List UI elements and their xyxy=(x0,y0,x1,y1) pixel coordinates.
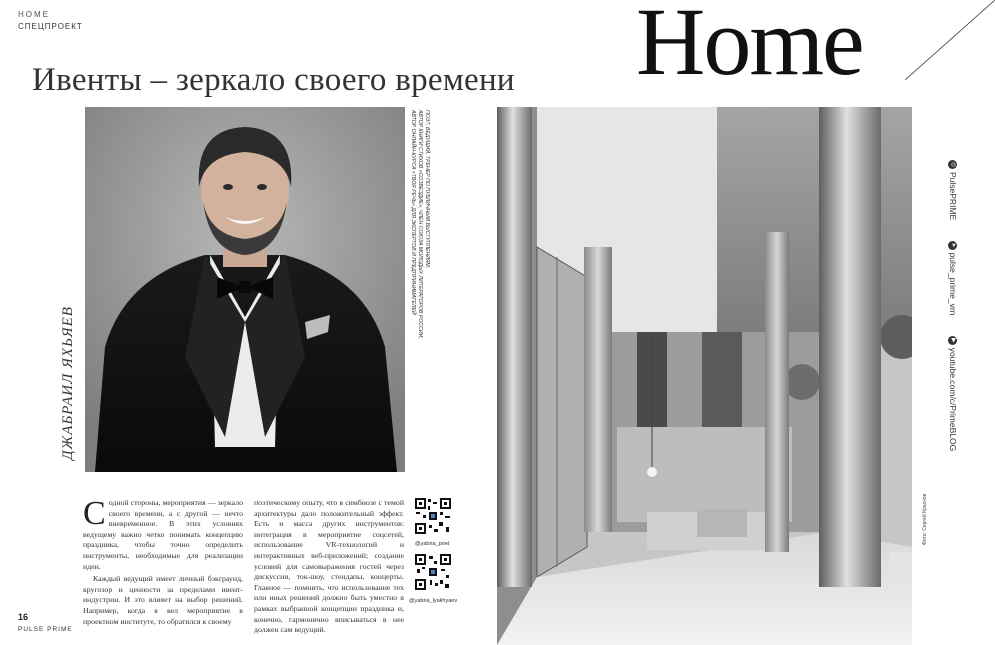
body-column-2 xyxy=(254,498,404,638)
qr-label: @yabria_poet xyxy=(415,541,450,547)
body-paragraph: поэтическому опыту, что в симбиозе с темой архитектуры дало положительный эффект. Есть и масса других инструментов: интеграция в мероприятие соцсетей, использование VR-технологий и интерактивных веб-приложений; создание условий для самовыражения гостей через дискуссии, ток-шоу, стендапы, концерты. Главное — помнить, что использование тех или иных решений должно быть уместно в рамках выбранной концепции праздника и, конечно, гармонично вписываться в нее должен сам ведущий. xyxy=(254,498,404,635)
subsection-label: СПЕЦПРОЕКТ xyxy=(18,22,83,31)
instagram-icon: ◎ xyxy=(949,161,956,168)
article-headline: Ивенты – зеркало своего времени xyxy=(32,62,515,98)
social-handle: youtube.com/c/PrimeBLOG xyxy=(948,347,958,452)
social-instagram[interactable] xyxy=(948,160,958,220)
diagonal-line xyxy=(905,0,995,80)
qr-label: @yabria_lyakhyaev xyxy=(409,598,458,604)
dropcap: С xyxy=(83,495,106,532)
interior-photo xyxy=(497,107,912,645)
magazine-brand: PULSE PRIME xyxy=(18,626,73,633)
portrait-caption xyxy=(409,110,430,410)
photo-credit: Фото: Сергей Краснов xyxy=(922,493,928,545)
youtube-icon: ▶ xyxy=(948,336,957,345)
portrait-photo xyxy=(85,107,405,472)
page-number: 16 xyxy=(18,612,29,622)
social-handle: pulse_prime_vrn xyxy=(948,252,958,316)
portrait-name: ДЖАБРАИЛ ЯХЬЯЕВ xyxy=(60,306,76,460)
portrait-caption-line: АВТОР КНИГИ СТИХОВ «СОЗВЕЗДИЕ», ЧЛЕН СОЮЗА МОЛОДЫХ ЛИТЕРАТОРОВ РОССИИ, xyxy=(417,110,423,339)
qr-code[interactable] xyxy=(414,553,452,591)
portrait-caption-line: АВТОР ОНЛАЙН-КУРСА «ТВОЯ РЕЧЬ» ДЛЯ ЭКСПЕРТОВ И ПРЕДПРИНИМАТЕЛЕЙ xyxy=(410,110,416,315)
social-links xyxy=(948,160,958,469)
section-title-home: Home xyxy=(636,0,863,95)
portrait-caption-line: ПОЭТ, ВЕДУЩИЙ, ТРЕНЕР ПО ПУБЛИЧНЫМ ВЫСТУПЛЕНИЯМ, xyxy=(424,110,430,269)
social-telegram[interactable] xyxy=(948,241,958,316)
social-youtube[interactable] xyxy=(948,336,958,451)
section-label: HOME xyxy=(18,10,50,19)
body-column-1 xyxy=(83,495,243,629)
social-handle: PulsePRIME xyxy=(948,172,958,221)
qr-code[interactable] xyxy=(414,497,452,535)
body-paragraph: Каждый ведущий имеет личный бэкграунд, кругозор и ценности за пределами ивент-индустрии. И это влияет на выбор решений. Например, когда я вел мероприятие в проектном институте, то обратился к своему xyxy=(83,574,243,626)
body-paragraph: одной стороны, мероприятия — зеркало своего времени, а с другой — нечто вневременное. В этих условиях ведущему важно четко понимать концепцию праздника, чтобы точно определить инструменты, необходимые для реализации идеи. xyxy=(83,498,243,571)
telegram-icon: ➤ xyxy=(949,242,956,248)
